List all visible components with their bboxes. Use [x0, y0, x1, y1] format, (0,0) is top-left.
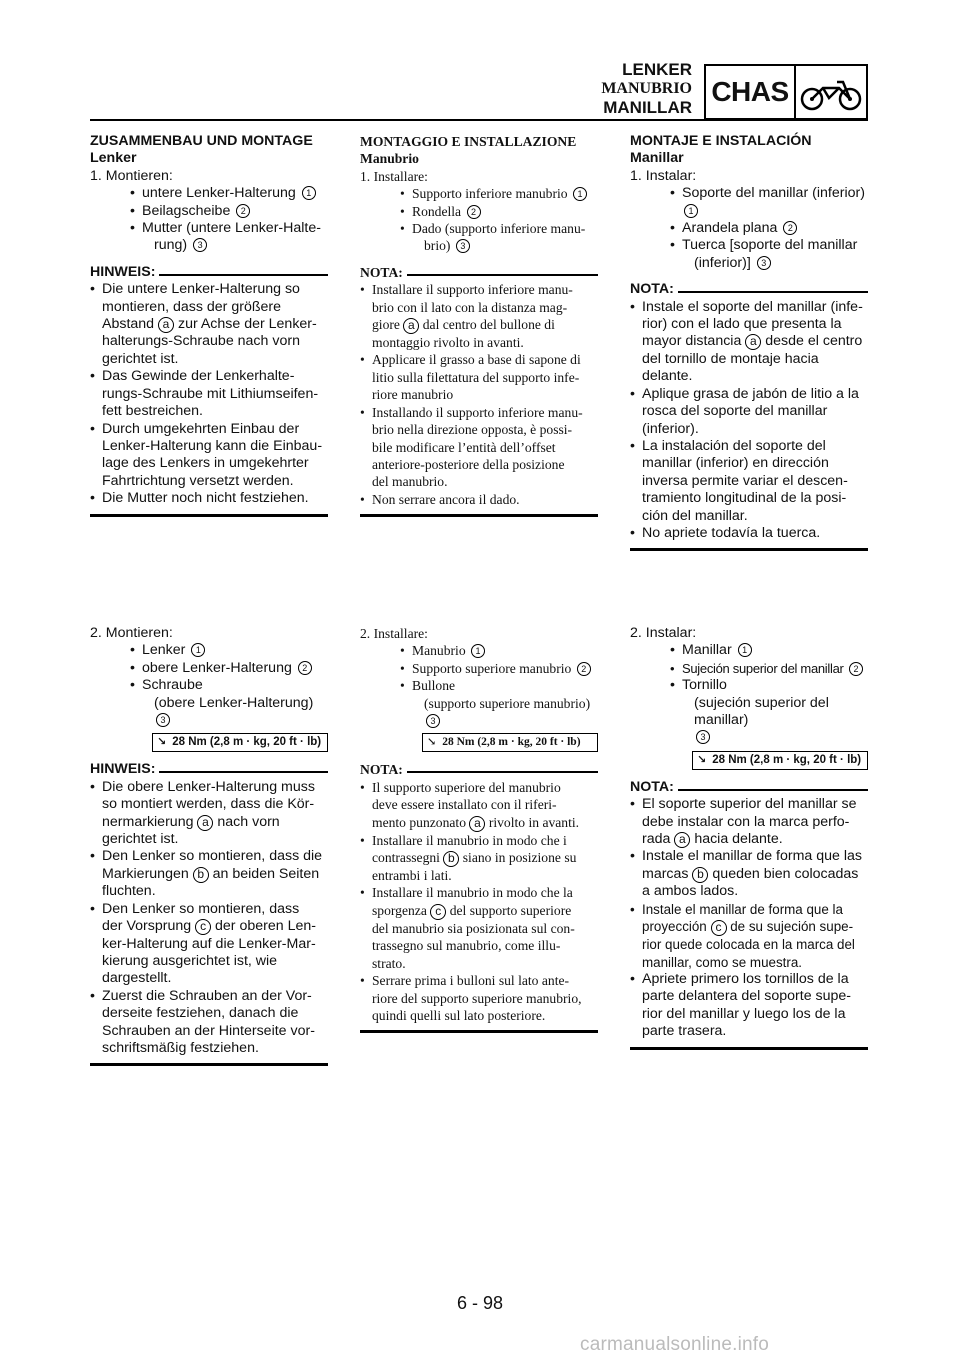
- note-item: • Durch umgekehrten Einbau der Lenker-Halterung kann die Einbau- lage des Lenkers in umgekehrter Fahrtrichtung versetzt werden.: [90, 421, 328, 491]
- torque-spec: ↘ 28 Nm (2,8 m · kg, 20 ft · lb): [692, 751, 868, 770]
- note-item: • Apriete primero los tornillos de la parte delantera del soporte supe- rior del manillar y luego los de la parte trasera.: [630, 971, 868, 1041]
- note-item: • Installare il manubrio in modo che i contrassegni b siano in posizione su entrambi i lati.: [360, 832, 598, 885]
- note-item: • Il supporto superiore del manubrio deve essere installato con il riferi- mento punzonato a rivolto in avanti.: [360, 779, 598, 832]
- list-item: • Arandela plana 2: [630, 220, 868, 237]
- list-item-cont: brio) 3: [360, 237, 598, 254]
- note-end-rule: [360, 514, 598, 517]
- de-section-2: [90, 625, 328, 1066]
- es-step-2: 2. Instalar:: [630, 625, 697, 641]
- note-item: • Serrare prima i bulloni sul lato ante- riore del supporto superiore manubrio, quindi quelli sul lato posteriore.: [360, 972, 598, 1024]
- chapter-label: CHAS: [706, 66, 796, 118]
- note-end-rule: [630, 548, 868, 551]
- torque-spec: ↘ 28 Nm (2,8 m · kg, 20 ft · lb): [152, 733, 328, 752]
- header-rule: [90, 119, 868, 121]
- it-section-1: [360, 133, 598, 517]
- list-item: • Manubrio 1: [360, 642, 598, 659]
- de-step-1: 1. Montieren:: [90, 167, 173, 184]
- es-title: MONTAJE E INSTALACIÓN: [630, 133, 812, 149]
- de-subtitle: Lenker: [90, 150, 137, 167]
- note-item: • Installando il supporto inferiore manu- brio nella direzione opposta, è possi- bile modificare l’entità dell’offset anteriore-posteriore della posizione del manubrio.: [360, 404, 598, 491]
- watermark: carmanualsonline.info: [580, 1334, 770, 1355]
- note-item: • Instale el soporte del manillar (infe- rior) con el lado que presenta la mayor distancia a desde el centro del tornillo de montaje hacia delante.: [630, 299, 868, 386]
- note-item: • Instale el manillar de forma que la proyección c de su sujeción supe- rior quede colocada en la marca del manillar, como se muestra.: [630, 901, 868, 971]
- list-item-cont: (supporto superiore manubrio) 3: [424, 695, 591, 727]
- es-section-2: [630, 625, 868, 1050]
- es-subtitle: Manillar: [630, 150, 684, 167]
- list-item: • Supporto inferiore manubrio 1: [360, 185, 598, 202]
- note-item: • No apriete todavía la tuerca.: [630, 525, 868, 542]
- list-item: • Schraube: [90, 677, 328, 694]
- note-heading: NOTA:: [630, 281, 868, 298]
- note-item: • Die obere Lenker-Halterung muss so montiert werden, dass die Kör- nermarkierung a nach vorn gerichtet ist.: [90, 779, 328, 849]
- note-item: • Installare il manubrio in modo che la sporgenza c del supporto superiore del manubrio sia posizionata sul con- trassegno sul manubrio, come illu- strato.: [360, 884, 598, 972]
- list-item: • Soporte del manillar (inferior) 1: [630, 185, 868, 220]
- chapter-badge: [704, 64, 868, 120]
- list-item-cont: rung) 3: [90, 237, 328, 254]
- title-es: MANILLAR: [603, 98, 692, 117]
- it-subtitle: Manubrio: [360, 151, 419, 167]
- wrench-icon: ↘: [427, 736, 437, 749]
- list-item: • Mutter (untere Lenker-Halte-: [90, 220, 328, 237]
- it-title: MONTAGGIO E INSTALLAZIONE: [360, 134, 577, 149]
- list-item: • Rondella 2: [360, 203, 598, 220]
- note-heading: HINWEIS:: [90, 264, 328, 281]
- wrench-icon: ↘: [697, 753, 707, 766]
- note-heading: NOTA:: [360, 264, 598, 281]
- list-item: • Sujeción superior del manillar 2: [630, 660, 868, 677]
- note-heading: NOTA:: [360, 761, 598, 778]
- motorcycle-icon: [796, 66, 866, 118]
- list-item: • Bullone: [360, 677, 598, 694]
- note-end-rule: [90, 514, 328, 517]
- note-item: • Die untere Lenker-Halterung so montieren, dass der größere Abstand a zur Achse der Lenker- halterungs-Schraube nach vorn gerichtet ist.: [90, 281, 328, 368]
- note-item: • Den Lenker so montieren, dass die Markierungen b an beiden Seiten fluchten.: [90, 848, 328, 900]
- it-step-2: 2. Installare:: [360, 626, 428, 641]
- note-item: • Das Gewinde der Lenkerhalte- rungs-Schraube mit Lithiumseifen- fett bestreichen.: [90, 368, 328, 420]
- note-item: • Die Mutter noch nicht festziehen.: [90, 490, 328, 507]
- note-heading: NOTA:: [630, 779, 868, 796]
- list-item: • Manillar 1: [630, 642, 868, 659]
- de-step-2: 2. Montieren:: [90, 625, 173, 641]
- list-item: • obere Lenker-Halterung 2: [90, 660, 328, 677]
- list-item: • Beilagscheibe 2: [90, 203, 328, 220]
- wrench-icon: ↘: [157, 736, 167, 749]
- de-section-1: [90, 133, 328, 517]
- de-title: ZUSAMMENBAU UND MONTAGE: [90, 133, 313, 149]
- note-end-rule: [630, 1047, 868, 1050]
- es-step-1: 1. Instalar:: [630, 167, 697, 184]
- list-item-cont: (obere Lenker-Halterung) 3: [154, 694, 314, 726]
- list-item: • Dado (supporto inferiore manu-: [360, 220, 598, 237]
- title-it: MANUBRIO: [601, 80, 692, 97]
- list-item: • Tornillo: [630, 677, 868, 694]
- es-section-1: [630, 133, 868, 551]
- section-titles: [601, 60, 692, 117]
- list-item: • Supporto superiore manubrio 2: [360, 660, 598, 677]
- note-item: • Instale el manillar de forma que las marcas b queden bien colocadas a ambos lados.: [630, 848, 868, 900]
- note-item: • El soporte superior del manillar se debe instalar con la marca perfo- rada a hacia delante.: [630, 796, 868, 848]
- list-item: • Lenker 1: [90, 642, 328, 659]
- it-step-1: 1. Installare:: [360, 168, 428, 184]
- list-item: • Tuerca [soporte del manillar: [630, 237, 868, 254]
- note-item: • Non serrare ancora il dado.: [360, 491, 598, 508]
- title-de: LENKER: [622, 60, 692, 79]
- note-item: • Den Lenker so montieren, dass der Vorsprung c der oberen Len- ker-Halterung auf die Lenker-Mar- kierung ausgerichtet ist, wie dargestellt.: [90, 901, 328, 988]
- note-item: • La instalación del soporte del manillar (inferior) en dirección inversa permite variar el descen- tramiento longitudinal de la posi- ción del manillar.: [630, 438, 868, 525]
- page-number: 6 - 98: [456, 1293, 504, 1313]
- note-heading: HINWEIS:: [90, 761, 328, 778]
- note-item: • Applicare il grasso a base di sapone di litio sulla filettatura del supporto infe- riore manubrio: [360, 351, 598, 403]
- note-end-rule: [360, 1030, 598, 1033]
- list-item: • untere Lenker-Halterung 1: [90, 185, 328, 202]
- list-item-cont: (sujeción superior del manillar) 3: [694, 694, 829, 743]
- torque-spec: ↘ 28 Nm (2,8 m · kg, 20 ft · lb): [422, 733, 598, 752]
- it-section-2: [360, 625, 598, 1033]
- list-item-cont: (inferior)] 3: [630, 255, 868, 272]
- note-item: • Aplique grasa de jabón de litio a la rosca del soporte del manillar (inferior).: [630, 386, 868, 438]
- note-item: • Installare il supporto inferiore manu- brio con il lato con la distanza mag- giore a dal centro del bullone di montaggio rivolto in avanti.: [360, 281, 598, 351]
- note-item: • Zuerst die Schrauben an der Vor- derseite festziehen, danach die Schrauben an der Hinterseite vor- schriftsmäßig festziehen.: [90, 988, 328, 1058]
- note-end-rule: [90, 1063, 328, 1066]
